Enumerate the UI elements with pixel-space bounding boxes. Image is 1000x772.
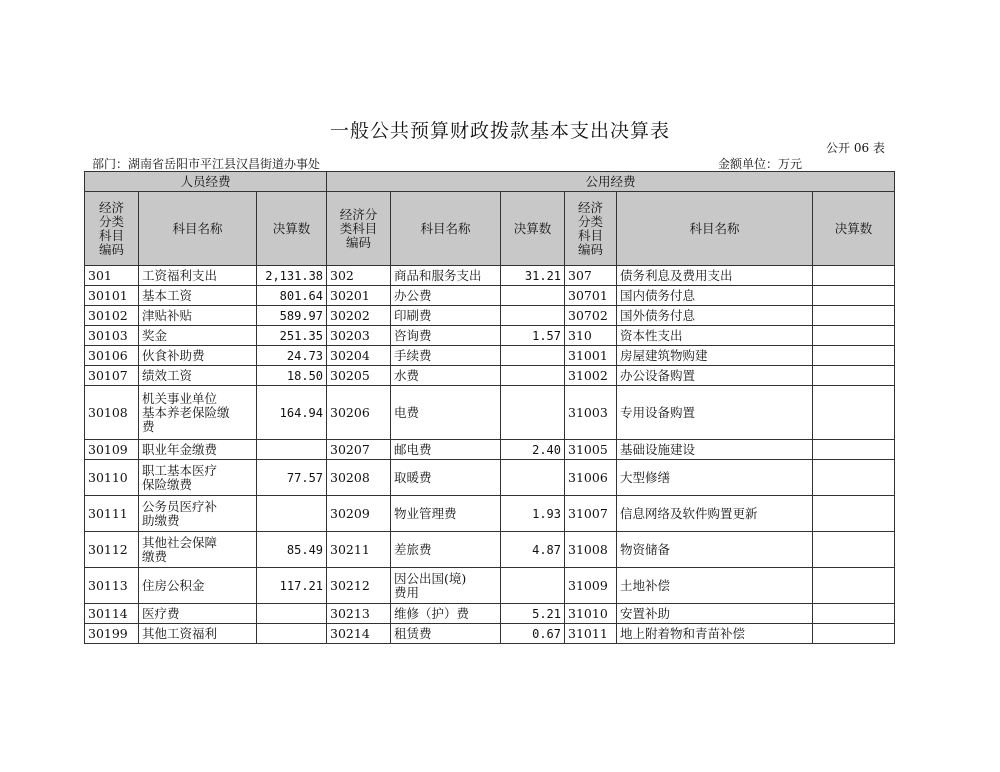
cell-code: 30113 — [85, 568, 139, 604]
cell-amount — [501, 386, 565, 440]
cell-code: 30209 — [327, 496, 391, 532]
cell-name: 住房公积金 — [139, 568, 257, 604]
cell-amount — [813, 366, 895, 386]
department-label: 部门：湖南省岳阳市平江县汉昌街道办事处 — [92, 157, 321, 171]
cell-code: 30114 — [85, 604, 139, 624]
cell-code: 30102 — [85, 306, 139, 326]
table-row — [85, 496, 895, 532]
table-row — [85, 460, 895, 496]
cell-name: 奖金 — [139, 326, 257, 346]
table-row — [85, 286, 895, 306]
group-header-personnel: 人员经费 — [85, 172, 327, 192]
cell-name: 邮电费 — [391, 440, 501, 460]
cell-name: 资本性支出 — [617, 326, 813, 346]
cell-code: 30203 — [327, 326, 391, 346]
cell-amount: 164.94 — [257, 386, 327, 440]
cell-name: 维修（护）费 — [391, 604, 501, 624]
cell-name: 安置补助 — [617, 604, 813, 624]
cell-amount: 251.35 — [257, 326, 327, 346]
cell-amount — [257, 604, 327, 624]
cell-amount: 18.50 — [257, 366, 327, 386]
cell-code: 30109 — [85, 440, 139, 460]
cell-code: 301 — [85, 266, 139, 286]
cell-code: 30101 — [85, 286, 139, 306]
cell-name: 手续费 — [391, 346, 501, 366]
cell-name: 商品和服务支出 — [391, 266, 501, 286]
col-header-name: 科目名称 — [139, 192, 257, 266]
cell-name: 债务利息及费用支出 — [617, 266, 813, 286]
cell-amount — [501, 346, 565, 366]
cell-code: 30702 — [565, 306, 617, 326]
table-row — [85, 266, 895, 286]
cell-name: 基础设施建设 — [617, 440, 813, 460]
group-header-public: 公用经费 — [327, 172, 895, 192]
cell-name: 大型修缮 — [617, 460, 813, 496]
cell-code: 31010 — [565, 604, 617, 624]
cell-name: 租赁费 — [391, 624, 501, 644]
cell-name: 取暖费 — [391, 460, 501, 496]
cell-amount — [257, 496, 327, 532]
cell-code: 30106 — [85, 346, 139, 366]
cell-name: 公务员医疗补 助缴费 — [139, 496, 257, 532]
table-row — [85, 306, 895, 326]
cell-amount: 85.49 — [257, 532, 327, 568]
cell-amount: 117.21 — [257, 568, 327, 604]
cell-amount — [501, 286, 565, 306]
cell-code: 30211 — [327, 532, 391, 568]
page-title: 一般公共预算财政拨款基本支出决算表 — [329, 120, 670, 142]
col-header-name: 科目名称 — [391, 192, 501, 266]
cell-amount: 1.57 — [501, 326, 565, 346]
cell-code: 30201 — [327, 286, 391, 306]
col-header-amount: 决算数 — [501, 192, 565, 266]
cell-code: 31002 — [565, 366, 617, 386]
cell-name: 绩效工资 — [139, 366, 257, 386]
cell-name: 因公出国(境) 费用 — [391, 568, 501, 604]
col-header-code: 经济分 类科目 编码 — [327, 192, 391, 266]
cell-amount — [813, 604, 895, 624]
cell-code: 31009 — [565, 568, 617, 604]
cell-name: 其他工资福利 — [139, 624, 257, 644]
col-header-name: 科目名称 — [617, 192, 813, 266]
cell-name: 水费 — [391, 366, 501, 386]
cell-name: 电费 — [391, 386, 501, 440]
cell-amount — [813, 568, 895, 604]
cell-name: 津贴补贴 — [139, 306, 257, 326]
cell-name: 专用设备购置 — [617, 386, 813, 440]
cell-code: 31003 — [565, 386, 617, 440]
table-row — [85, 604, 895, 624]
cell-amount — [501, 568, 565, 604]
amount-unit-label: 金额单位：万元 — [718, 157, 803, 171]
cell-code: 30205 — [327, 366, 391, 386]
cell-amount: 4.87 — [501, 532, 565, 568]
cell-name: 其他社会保障 缴费 — [139, 532, 257, 568]
cell-name: 地上附着物和青苗补偿 — [617, 624, 813, 644]
cell-code: 30207 — [327, 440, 391, 460]
cell-code: 30112 — [85, 532, 139, 568]
cell-amount — [501, 366, 565, 386]
cell-name: 房屋建筑物购建 — [617, 346, 813, 366]
cell-code: 310 — [565, 326, 617, 346]
cell-name: 差旅费 — [391, 532, 501, 568]
cell-code: 30103 — [85, 326, 139, 346]
cell-code: 31008 — [565, 532, 617, 568]
cell-code: 30107 — [85, 366, 139, 386]
cell-name: 伙食补助费 — [139, 346, 257, 366]
cell-code: 31007 — [565, 496, 617, 532]
cell-amount — [813, 286, 895, 306]
cell-amount — [813, 346, 895, 366]
table-row — [85, 346, 895, 366]
col-header-code: 经济 分类 科目 编码 — [565, 192, 617, 266]
cell-amount: 31.21 — [501, 266, 565, 286]
cell-name: 机关事业单位 基本养老保险缴 费 — [139, 386, 257, 440]
cell-code: 31001 — [565, 346, 617, 366]
cell-name: 医疗费 — [139, 604, 257, 624]
cell-code: 30208 — [327, 460, 391, 496]
cell-code: 30214 — [327, 624, 391, 644]
cell-name: 咨询费 — [391, 326, 501, 346]
table-row — [85, 568, 895, 604]
cell-code: 307 — [565, 266, 617, 286]
table-row — [85, 326, 895, 346]
cell-name: 物资储备 — [617, 532, 813, 568]
cell-code: 30110 — [85, 460, 139, 496]
cell-code: 30212 — [327, 568, 391, 604]
cell-amount: 2.40 — [501, 440, 565, 460]
cell-amount — [813, 386, 895, 440]
table-row — [85, 532, 895, 568]
form-number: 公开 06 表 — [826, 141, 885, 155]
cell-code: 30199 — [85, 624, 139, 644]
cell-name: 信息网络及软件购置更新 — [617, 496, 813, 532]
cell-amount — [501, 460, 565, 496]
budget-table — [84, 171, 895, 644]
cell-amount — [813, 306, 895, 326]
cell-amount — [257, 624, 327, 644]
cell-code: 30206 — [327, 386, 391, 440]
cell-amount — [813, 532, 895, 568]
cell-name: 土地补偿 — [617, 568, 813, 604]
col-header-amount: 决算数 — [257, 192, 327, 266]
cell-name: 印刷费 — [391, 306, 501, 326]
cell-name: 国内债务付息 — [617, 286, 813, 306]
table-row — [85, 366, 895, 386]
cell-amount — [813, 460, 895, 496]
cell-code: 30701 — [565, 286, 617, 306]
cell-amount: 5.21 — [501, 604, 565, 624]
cell-code: 31006 — [565, 460, 617, 496]
cell-amount: 801.64 — [257, 286, 327, 306]
cell-code: 30111 — [85, 496, 139, 532]
cell-amount — [501, 306, 565, 326]
cell-name: 办公设备购置 — [617, 366, 813, 386]
col-header-code: 经济 分类 科目 编码 — [85, 192, 139, 266]
cell-code: 30108 — [85, 386, 139, 440]
cell-name: 国外债务付息 — [617, 306, 813, 326]
cell-code: 31005 — [565, 440, 617, 460]
cell-code: 30213 — [327, 604, 391, 624]
cell-name: 基本工资 — [139, 286, 257, 306]
cell-amount: 77.57 — [257, 460, 327, 496]
cell-amount: 0.67 — [501, 624, 565, 644]
cell-name: 职业年金缴费 — [139, 440, 257, 460]
cell-name: 职工基本医疗 保险缴费 — [139, 460, 257, 496]
cell-amount: 589.97 — [257, 306, 327, 326]
cell-amount — [257, 440, 327, 460]
cell-amount — [813, 496, 895, 532]
col-header-amount: 决算数 — [813, 192, 895, 266]
cell-amount: 1.93 — [501, 496, 565, 532]
cell-name: 办公费 — [391, 286, 501, 306]
cell-code: 30202 — [327, 306, 391, 326]
cell-name: 物业管理费 — [391, 496, 501, 532]
cell-code: 31011 — [565, 624, 617, 644]
cell-amount: 2,131.38 — [257, 266, 327, 286]
cell-amount — [813, 624, 895, 644]
cell-amount: 24.73 — [257, 346, 327, 366]
cell-amount — [813, 326, 895, 346]
cell-amount — [813, 440, 895, 460]
cell-code: 30204 — [327, 346, 391, 366]
cell-name: 工资福利支出 — [139, 266, 257, 286]
table-row — [85, 440, 895, 460]
cell-amount — [813, 266, 895, 286]
table-row — [85, 624, 895, 644]
cell-code: 302 — [327, 266, 391, 286]
table-row — [85, 386, 895, 440]
